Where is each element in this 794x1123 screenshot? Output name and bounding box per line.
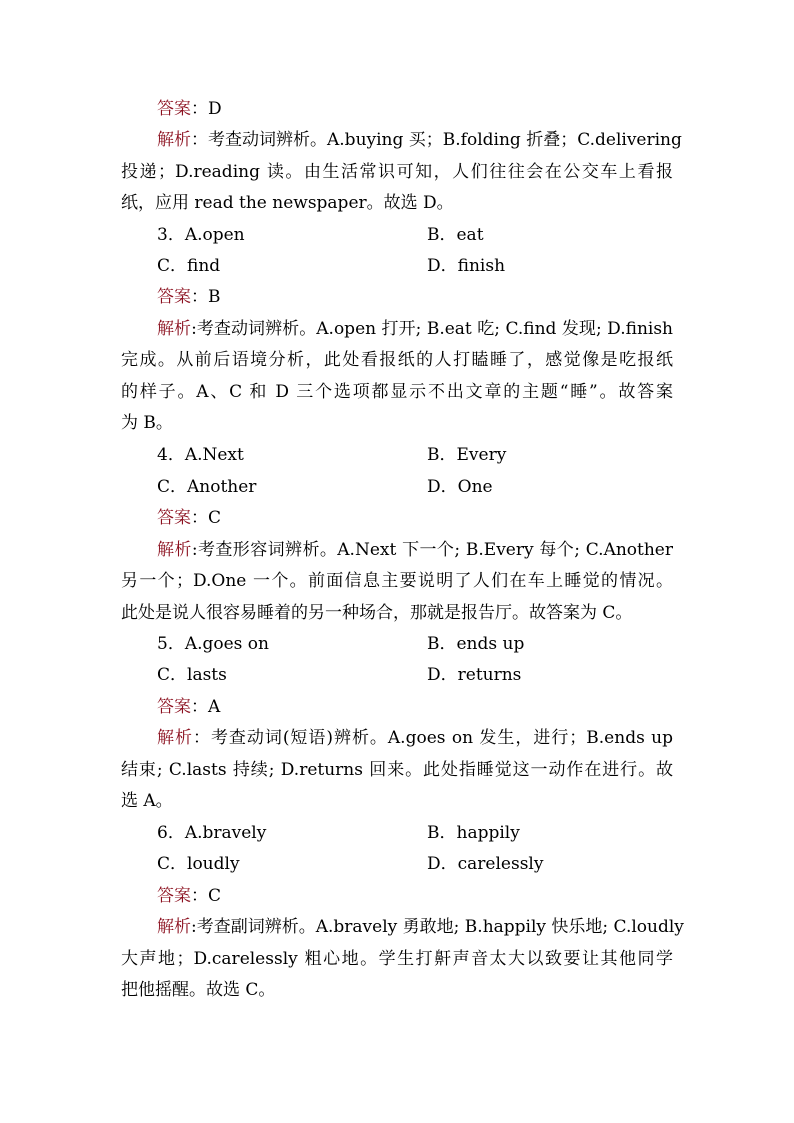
- explanation-label: 解析: [157, 319, 192, 339]
- explanation-separator: ：: [192, 728, 211, 748]
- answer-value: C: [208, 886, 222, 906]
- option-b: B．eat: [427, 225, 484, 245]
- answer-separator: ：: [191, 287, 208, 307]
- option-d: D．carelessly: [427, 854, 544, 874]
- explanation-separator: :: [191, 540, 198, 560]
- explanation-line: 另一个；D.One 一个。前面信息主要说明了人们在车上睡觉的情况。: [121, 571, 673, 591]
- option-d: D．finish: [427, 256, 506, 276]
- explanation-text: 考查副词辨析。A.bravely 勇敢地; B.happily 快乐地; C.loudly: [196, 917, 684, 937]
- answer-value: B: [208, 287, 221, 307]
- answer-label: 答案: [157, 287, 191, 307]
- explanation-line: 的样子。A、C 和 D 三个选项都显示不出文章的主题“睡”。故答案: [121, 382, 673, 402]
- explanation-line: 纸，应用 read the newspaper。故选 D。: [121, 193, 454, 213]
- answer-separator: ：: [191, 508, 208, 528]
- answer-value: C: [208, 508, 222, 528]
- option-a: 3．A.open: [157, 225, 245, 245]
- explanation-line: 结束; C.lasts 持续; D.returns 回来。此处指睡觉这一动作在进行。故: [121, 760, 673, 780]
- answer-line: [157, 885, 221, 907]
- explanation-label: 解析: [157, 540, 192, 560]
- answer-separator: ：: [191, 99, 208, 119]
- option-a: 6．A.bravely: [157, 823, 267, 843]
- explanation-line: [157, 916, 684, 938]
- explanation-line: 选 A。: [121, 791, 173, 811]
- option-d: D．returns: [427, 665, 522, 685]
- explanation-line: 完成。从前后语境分析，此处看报纸的人打瞌睡了，感觉像是吃报纸: [121, 350, 673, 370]
- answer-separator: ：: [191, 697, 208, 717]
- answer-label: 答案: [157, 886, 191, 906]
- option-c: C．Another: [157, 477, 257, 497]
- option-a: 4．A.Next: [157, 445, 244, 465]
- answer-label: 答案: [157, 697, 191, 717]
- explanation-line: [157, 727, 673, 749]
- explanation-text: 考查动词辨析。A.buying 买；B.folding 折叠；C.delivering: [208, 130, 682, 150]
- option-b: B．ends up: [427, 634, 525, 654]
- answer-value: A: [208, 697, 221, 717]
- answer-value: D: [208, 99, 222, 119]
- explanation-label: 解析: [157, 728, 193, 748]
- option-a: 5．A.goes on: [157, 634, 269, 654]
- option-b: B．Every: [427, 445, 507, 465]
- answer-line: [157, 507, 221, 529]
- explanation-separator: :: [191, 319, 197, 339]
- answer-label: 答案: [157, 99, 191, 119]
- explanation-text: 考查动词(短语)辨析。A.goes on 发生，进行；B.ends up: [210, 728, 674, 748]
- explanation-text: 考查动词辨析。A.open 打开; B.eat 吃; C.find 发现; D.finish: [196, 319, 673, 339]
- explanation-line: 为 B。: [121, 413, 173, 433]
- answer-line: [157, 286, 221, 308]
- explanation-line: 大声地；D.carelessly 粗心地。学生打鼾声音太大以致要让其他同学: [121, 949, 673, 969]
- answer-line: [157, 98, 222, 120]
- answer-line: [157, 696, 220, 718]
- option-d: D．One: [427, 477, 493, 497]
- explanation-text: 考查形容词辨析。A.Next 下一个; B.Every 每个; C.Another: [197, 540, 673, 560]
- explanation-line: 把他摇醒。故选 C。: [121, 980, 276, 1000]
- explanation-line: [157, 129, 682, 151]
- explanation-separator: :: [191, 917, 197, 937]
- option-c: C．loudly: [157, 854, 240, 874]
- option-c: C．find: [157, 256, 221, 276]
- explanation-line: [157, 318, 673, 340]
- explanation-line: 此处是说人很容易睡着的另一种场合，那就是报告厅。故答案为 C。: [121, 603, 633, 623]
- answer-label: 答案: [157, 508, 191, 528]
- explanation-line: [157, 539, 673, 561]
- option-b: B．happily: [427, 823, 520, 843]
- explanation-label: 解析: [157, 130, 191, 150]
- option-c: C．lasts: [157, 665, 227, 685]
- explanation-label: 解析: [157, 917, 191, 937]
- answer-separator: ：: [191, 886, 208, 906]
- explanation-separator: ：: [191, 130, 208, 150]
- explanation-line: 投递；D.reading 读。由生活常识可知，人们往往会在公交车上看报: [121, 162, 673, 182]
